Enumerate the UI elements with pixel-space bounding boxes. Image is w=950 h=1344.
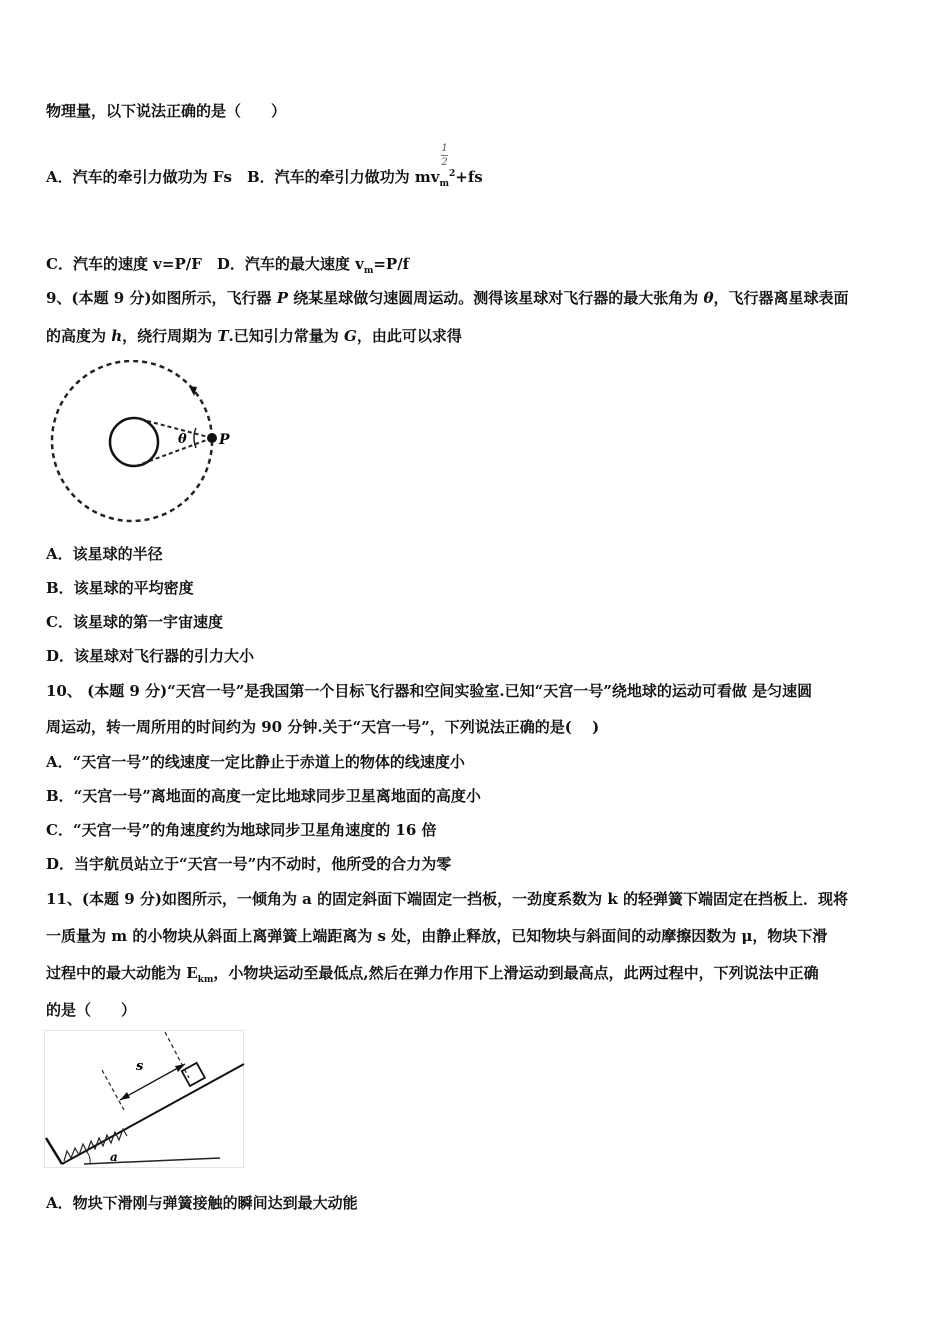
q8-fraction — [441, 143, 448, 168]
q8-options-cd — [46, 253, 409, 275]
q11-l3-a: 过程中的最大动能为 E — [46, 964, 198, 982]
q8-opt-ab-2: mv — [409, 168, 440, 186]
q10-option-a: A．“天宫一号”的线速度一定比静止于赤道上的物体的线速度小 — [46, 753, 465, 771]
orbit-path — [52, 361, 212, 521]
angle-arc — [194, 428, 196, 448]
q8-stem-tail: 物理量，以下说法正确的是（ ） — [46, 102, 287, 120]
q9-option-d: D．该星球对飞行器的引力大小 — [46, 647, 255, 665]
q8-opt-cd-sub: m — [363, 266, 374, 276]
q8-options-ab — [46, 166, 483, 188]
q9-l2-G: G — [344, 327, 357, 345]
q11-stem-line4: 的是（ ） — [46, 1001, 137, 1019]
q11-l3-b: ，小物块运动至最低点,然后在弹力作用下上滑运动到最高点，此两过程中，下列说法中正确 — [213, 964, 819, 982]
q8-opt-cd-2: =P/f — [373, 255, 410, 273]
dim-line-left — [102, 1070, 124, 1110]
fig-s-label: s — [136, 1059, 144, 1074]
arrow-head-left-icon — [120, 1092, 130, 1100]
q8-opt-ab-3: +fs — [455, 168, 483, 186]
q10-stem-line2: 周运动，转一周所用的时间约为 90 分钟.关于“天宫一号”，下列说法正确的是( ) — [46, 718, 600, 736]
q9-l2-d: ，由此可以求得 — [356, 327, 462, 345]
dim-line-right — [165, 1032, 189, 1078]
fig-P-label: P — [219, 432, 230, 448]
q8-opt-cd-1: C．汽车的速度 v=P/F D．汽车的最大速度 v — [46, 255, 364, 273]
q9-l2-a: 的高度为 — [46, 327, 112, 345]
angle-arc — [87, 1152, 90, 1164]
q9-l2-T: T — [217, 327, 229, 345]
q9-l2-b: ，绕行周期为 — [122, 327, 218, 345]
q9-option-b: B．该星球的平均密度 — [46, 579, 194, 597]
q9-stem-line2 — [46, 325, 462, 347]
block — [182, 1063, 205, 1086]
q11-option-a: A．物块下滑刚与弹簧接触的瞬间达到最大动能 — [46, 1194, 358, 1212]
q8-frac-den: 2 — [441, 157, 448, 168]
planet — [110, 418, 158, 466]
q9-option-c: C．该星球的第一宇宙速度 — [46, 613, 223, 631]
stopper-board — [46, 1138, 62, 1164]
q9-l1-P: P — [276, 289, 289, 307]
q11-incline-figure — [44, 1030, 250, 1170]
q11-stem-line1: 11、(本题 9 分)如图所示，一倾角为 a 的固定斜面下端固定一挡板，一劲度系数为 k 的轻弹簧下端固定在挡板上．现将 — [46, 890, 848, 908]
q8-opt-ab-sub: m — [439, 179, 449, 189]
q9-l1-a: 9、(本题 9 分)如图所示，飞行器 — [46, 289, 277, 307]
q10-option-c: C．“天宫一号”的角速度约为地球同步卫星角速度的 16 倍 — [46, 821, 437, 839]
q8-opt-ab-sup: 2 — [448, 169, 456, 179]
ground-line — [84, 1158, 220, 1164]
tangent-line-upper — [136, 418, 212, 438]
distance-arrow-line — [120, 1064, 185, 1100]
q8-opt-ab-1: A．汽车的牵引力做功为 Fs B．汽车的牵引力做功为 — [46, 168, 410, 186]
q11-stem-line2: 一质量为 m 的小物块从斜面上离弹簧上端距离为 s 处，由静止释放，已知物块与斜面间的动摩擦因数为 μ，物块下滑 — [46, 927, 828, 945]
q10-option-d: D．当宇航员站立于“天宫一号”内不动时，他所受的合力为零 — [46, 855, 452, 873]
fig-a-label: a — [110, 1150, 118, 1164]
incline-surface — [62, 1064, 244, 1164]
q8-frac-num: 1 — [441, 143, 448, 154]
q9-l1-theta: θ — [703, 289, 714, 307]
q11-l3-sub: km — [197, 975, 214, 985]
q9-l2-c: .已知引力常量为 — [228, 327, 344, 345]
q9-orbit-figure — [46, 360, 236, 530]
q10-stem-line1: 10、 (本题 9 分)“天宫一号”是我国第一个目标飞行器和空间实验室.已知“天宫一号”绕地球的运动可看做 是匀速圆 — [46, 682, 813, 700]
q9-option-a: A．该星球的半径 — [46, 545, 163, 563]
figure-frame — [45, 1031, 244, 1168]
q10-option-b: B．“天宫一号”离地面的高度一定比地球同步卫星离地面的高度小 — [46, 787, 481, 805]
q9-l1-c: ，飞行器离星球表面 — [713, 289, 849, 307]
spacecraft-dot — [207, 433, 217, 443]
q9-l2-h: h — [111, 327, 123, 345]
fig-theta-label: θ — [178, 432, 187, 447]
q9-l1-b: 绕某星球做匀速圆周运动。测得该星球对飞行器的最大张角为 — [288, 289, 704, 307]
q11-stem-line3 — [46, 962, 819, 984]
q9-stem-line1 — [46, 287, 849, 309]
